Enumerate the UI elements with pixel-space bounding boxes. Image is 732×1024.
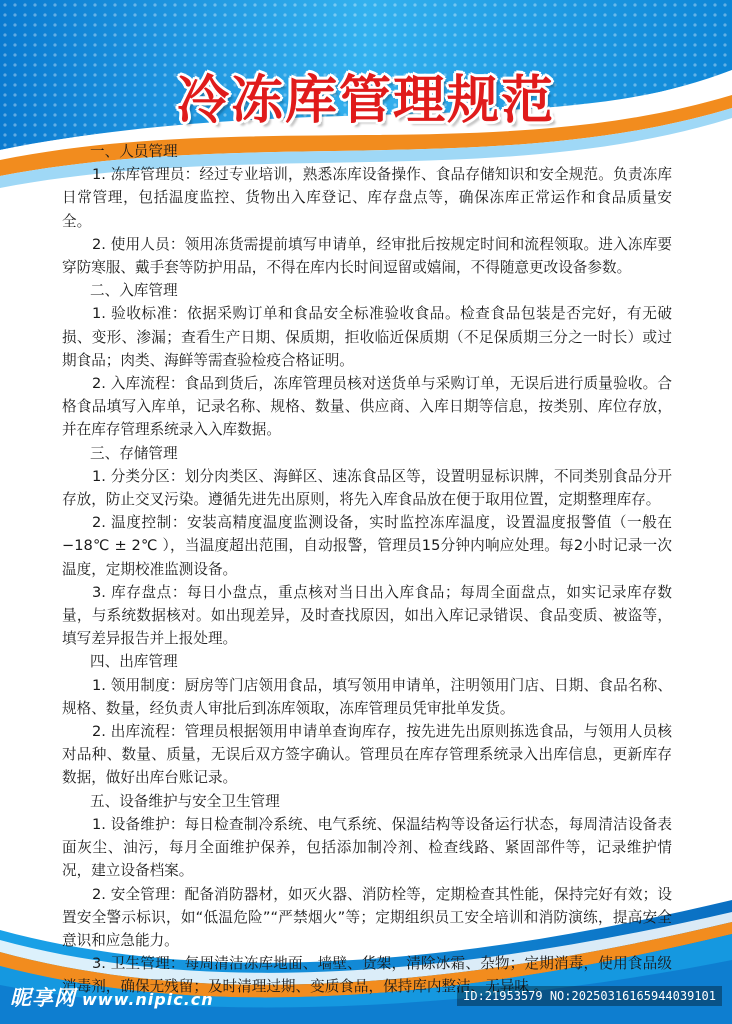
- paragraph: 3. 卫生管理：每周清洁冻库地面、墙壁、货架，清除冰霜、杂物；定期消毒，使用食品级消毒剂，确保无残留；及时清理过期、变质食品，保持库内整洁、无异味 。: [62, 955, 672, 996]
- section-heading: 一、人员管理: [90, 143, 178, 160]
- section-heading: 五、设备维护与安全卫生管理: [90, 792, 280, 810]
- watermark-site: www.nipic.cn: [82, 990, 214, 1009]
- section-heading: 三、存储管理: [90, 444, 178, 462]
- paragraph: 1. 验收标准：依据采购订单和食品安全标准验收食品。检查食品包装是否完好，有无破损、变形、渗漏；查看生产日期、保质期，拒收临近保质期（不足保质期三分之一时长）或过期食品；肉类、海鲜等需查验检疫合格证明。: [62, 305, 672, 369]
- watermark-brand: [10, 982, 214, 1012]
- paragraph: 1. 领用制度：厨房等门店领用食品，填写领用申请单，注明领用门店、日期、食品名称、规格、数量，经负责人审批后到冻库领取，冻库管理员凭审批单发货。: [62, 676, 672, 717]
- paragraph: 2. 入库流程：食品到货后，冻库管理员核对送货单与采购订单，无误后进行质量验收。合格食品填写入库单，记录名称、规格、数量、供应商、入库日期等信息，按类别、库位存放，并在库存管理系统录入入库数据。: [62, 375, 672, 439]
- paragraph: 2. 出库流程：管理员根据领用申请单查询库存，按先进先出原则拣选食品，与领用人员核对品种、数量、质量，无误后双方签字确认。管理员在库存管理系统录入出库信息，更新库存数据，做好出库台账记录。: [62, 723, 672, 787]
- paragraph: 2. 温度控制：安装高精度温度监测设备，实时监控冻库温度，设置温度报警值（一般在 −18℃ ± 2℃ ），当温度超出范围，自动报警，管理员15分钟内响应处理。每2小时记录一次温度，定期校准监测设备。: [62, 514, 672, 578]
- watermark-brand-name: 昵享网: [10, 986, 76, 1010]
- paragraph: 1. 设备维护：每日检查制冷系统、电气系统、保温结构等设备运行状态，每周清洁设备表面灰尘、油污，每月全面维护保养，包括添加制冷剂、检查线路、紧固部件等，记录维护情况，建立设备档案。: [62, 815, 672, 880]
- paragraph: 1. 分类分区：划分肉类区、海鲜区、速冻食品区等，设置明显标识牌，不同类别食品分开存放，防止交叉污染。遵循先进先出原则，将先入库食品放在便于取用位置，定期整理库存。: [62, 467, 672, 509]
- page-title: 冷冻库管理规范: [176, 71, 555, 131]
- section-heading: 二、入库管理: [90, 282, 178, 300]
- paragraph: 2. 使用人员：领用冻货需提前填写申请单，经审批后按规定时间和流程领取。进入冻库要穿防寒服、戴手套等防护用品，不得在库内长时间逗留或嬉闹，不得随意更改设备参数。: [62, 235, 672, 277]
- watermark-id: ID:21953579 NO:20250316165944039101: [457, 986, 722, 1006]
- paragraph: 3. 库存盘点：每日小盘点，重点核对当日出入库食品；每周全面盘点，如实记录库存数量，与系统数据核对。如出现差异，及时查找原因，如出入库记录错误、食品变质、被盗等，填写差异报告并上报处理。: [62, 583, 672, 648]
- paragraph: 1. 冻库管理员：经过专业培训，熟悉冻库设备操作、食品存储知识和安全规范。负责冻库日常管理，包括温度监控、货物出入库登记、库存盘点等，确保冻库正常运作和食品质量安全。: [62, 166, 672, 230]
- document-body: [62, 140, 672, 999]
- section-heading: 四、出库管理: [90, 653, 178, 671]
- paragraph: 2. 安全管理：配备消防器材，如灭火器、消防栓等，定期检查其性能，保持完好有效；设置安全警示标识，如“低温危险”“严禁烟火”等；定期组织员工安全培训和消防演练，提高安全意识和应急能力。: [62, 885, 672, 949]
